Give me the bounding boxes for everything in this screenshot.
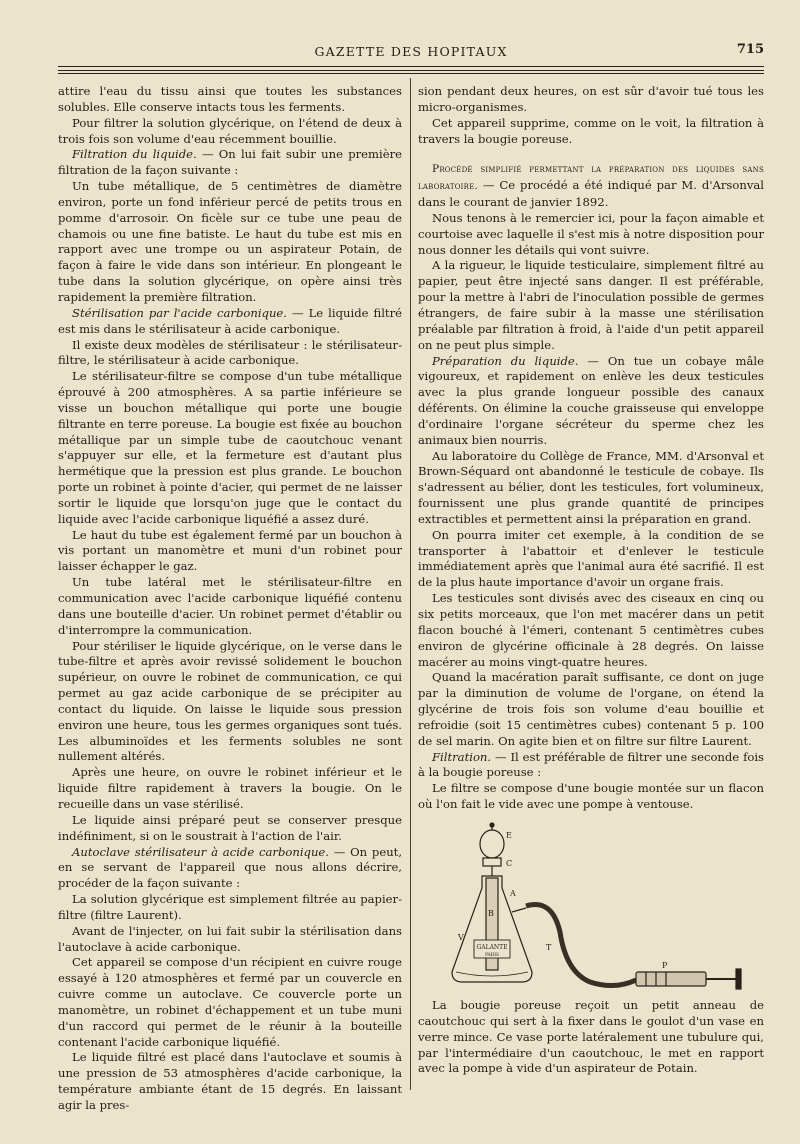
label-p: P [662,961,668,970]
right-column [418,84,764,813]
paragraph: Un tube métallique, de 5 centimètres de diamètre environ, porte un fond inférieur percé de petits trous en pomme d'arrosoir. On ficèle sur ce tube une peau de chamois ou une fine batiste. Le haut du tube est mis en rapport avec une trompe ou un aspirateur Potain, de façon à faire le vide dans son intérieur. En plongeant le tube dans la solution glycérique, on opère ainsi très rapidement la première filtration. [58,179,402,304]
maker-name: GALANTE [476,944,508,951]
paragraph-text: — On lui fait subir une première filtration de la façon suivante : [58,147,402,178]
paragraph [58,147,402,179]
paragraph: Pour stériliser le liquide glycérique, on le verse dans le tube-filtre et après avoir revissé solidement le bouchon supérieur, on ouvre le robinet de communication, ce qui permet au gaz acide carbonique de se précipiter au contact du liquide. On laisse le liquide sous pression environ une heure, tous les germes organiques sont tués. Les albuminoïdes et les ferments solubles ne sont nullement altérés. [58,638,402,764]
paragraph: Au laboratoire du Collège de France, MM. d'Arsonval et Brown-Séquard ont abandonné le testicule de cobaye. Ils s'adressent au bélier, dont les testicules, fort volumineux, fournissent une plus grande quantité de principes extractibles et permettent ainsi la préparation en grand. [418,448,764,526]
maker-city: PARIS [484,953,500,958]
paragraph: Le liquide filtré est placé dans l'autoclave et soumis à une pression de 53 atmosphères d'acide carbonique, la température ambiante étant de 15 degrés. En laissant agir la pres- [58,1050,402,1112]
paragraph: Après une heure, on ouvre le robinet inférieur et le liquide filtre rapidement à travers la bougie. On le recueille dans un vase stérilisé. [58,765,402,811]
paragraph: Le liquide ainsi préparé peut se conserver presque indéfiniment, si on le soustrait à l'action de l'air. [58,812,402,843]
paragraph: Nous tenons à le remercier ici, pour la façon aimable et courtoise avec laquelle il s'est mis à notre disposition pour nous donner les détails qui vont suivre. [418,210,764,257]
paragraph: Un tube latéral met le stérilisateur-filtre en communication avec l'acide carbonique liquéfié contenu dans une bouteille d'acier. Un robinet permet d'établir ou d'interrompre la communication. [58,575,402,637]
section-heading: Stérilisation par l'acide carbonique. [72,305,287,320]
page-number: 715 [736,42,764,57]
paragraph: Cet appareil supprime, comme on le voit, la filtration à travers la bougie poreuse. [418,115,764,146]
paragraph: Le filtre se compose d'une bougie montée sur un flacon où l'on fait le vide avec une pompe à ventouse. [418,781,764,812]
paragraph: A la rigueur, le liquide testiculaire, simplement filtré au papier, peut être injecté sans danger. Il est préférable, pour la mettre à l'abri de l'inoculation possible de germes étrangers, de faire subir à la masse une stérilisation préalable par filtration à froid, à l'aide d'un petit appareil on ne peut plus simple. [418,258,764,352]
label-t: T [546,943,552,952]
apparatus-drawing [440,822,760,994]
paragraph: Les testicules sont divisés avec des ciseaux en cinq ou six petits morceaux, que l'on met macérer dans un petit flacon bouché à l'émeri, contenant 5 centimètres cubes environ de glycérine officinale à 28 degrés. On laisse macérer au moins vingt-quatre heures. [418,591,764,669]
paragraph: La bougie poreuse reçoit un petit anneau de caoutchouc qui sert à la fixer dans le goulot d'un vase en verre mince. Ce vase porte latéralement une tubulure qui, par l'intermédiaire d'un caoutchouc, le met en rapport avec la pompe à vide d'un aspirateur de Potain. [418,998,764,1076]
rubber-hose [526,904,636,985]
paragraph [418,354,764,449]
label-e: E [506,831,512,840]
paragraph: Le stérilisateur-filtre se compose d'un tube métallique éprouvé à 200 atmosphères. A sa partie inférieure se visse un bouchon métallique qui porte une bougie filtrante en terre poreuse. La bougie est fixée au bouchon métallique par un simple tube de caoutchouc venant s'appuyer sur elle, et la fermeture est d'autant plus hermétique que la pression est plus grande. Le bouchon porte un robinet à pointe d'acier, qui permet de ne laisser sortir le liquide que lorsqu'on juge que le contact du liquide avec l'acide carbonique liquéfié a assez duré. [58,369,402,526]
header-rule [58,73,764,74]
paragraph [418,750,764,782]
label-b: B [488,909,494,918]
running-header [58,40,764,62]
side-tubulure [512,908,526,912]
paragraph: attire l'eau du tissu ainsi que toutes les substances solubles. Elle conserve intacts tous les ferments. [58,84,402,114]
paragraph-text: — Le liquide filtré est mis dans le stérilisateur à acide carbonique. [58,305,402,336]
porous-candle-bulb [480,830,504,858]
filter-apparatus-illustration [440,822,760,994]
paragraph: sion pendant deux heures, on est sûr d'avoir tué tous les micro-organismes. [418,84,764,114]
paragraph [58,306,402,338]
section-heading: Préparation du liquide. [432,353,579,368]
section-heading: Filtration du liquide. [72,147,197,162]
left-column [58,84,402,1114]
rubber-ring [483,858,501,866]
paragraph: On pourra imiter cet exemple, à la condition de se transporter à l'abattoir et d'enlever le testicule immédiatement après que l'animal aura été sacrifié. Il est de la plus haute importance d'avoir un organe frais. [418,527,764,590]
header-rule [58,70,764,71]
paragraph: Quand la macération paraît suffisante, ce dont on juge par la diminution de volume de l'organe, on étend la glycérine de trois fois son volume d'eau bouillie et refroidie (soit 15 centimètres cubes) contenant 5 p. 100 de sel marin. On agite bien et on filtre sur filtre Laurent. [418,670,764,748]
paragraph: Le haut du tube est également fermé par un bouchon à vis portant un manomètre et muni d'un robinet pour laisser échapper le gaz. [58,527,402,574]
paragraph: Avant de l'injecter, on lui fait subir la stérilisation dans l'autoclave à acide carbonique. [58,923,402,954]
section-heading: Autoclave stérilisateur à acide carbonique. [72,844,329,859]
label-c: C [506,859,513,868]
label-v: V [458,933,464,942]
paragraph: La solution glycérique est simplement filtrée au papier-filtre (filtre Laurent). [58,892,402,922]
paragraph: Il existe deux modèles de stérilisateur : le stérilisateur-filtre, le stérilisateur à acide carbonique. [58,337,402,368]
section-heading: Procédé simplifié permettant la préparation des liquides sans laboratoire. [418,163,764,193]
paragraph [418,161,764,211]
paragraph: Cet appareil se compose d'un récipient en cuivre rouge essayé à 120 atmosphères et fermé par un couvercle en cuivre comme un autoclave. Ce couvercle porte un manomètre, un robinet d'échappement et un tube muni d'un raccord qui permet de le réunir à la bouteille contenant l'acide carbonique liquéfié. [58,955,402,1049]
paragraph-text: — Ce procédé a été indiqué par M. d'Arsonval dans le courant de janvier 1892. [418,178,764,210]
paragraph: Pour filtrer la solution glycérique, on l'étend de deux à trois fois son volume d'eau récemment bouillie. [58,115,402,146]
journal-title: GAZETTE DES HOPITAUX [314,44,508,59]
paragraph-text: — Il est préférable de filtrer une seconde fois à la bougie poreuse : [418,749,764,780]
label-a: A [510,889,516,898]
paragraph-text: — On tue un cobaye mâle vigoureux, et rapidement on enlève les deux testicules avec la plus grande longueur possible des canaux déférents. On élimine la couche graisseuse qui enveloppe d'ordinaire l'organe sécréteur du sperme chez les animaux bien nourris. [418,353,765,447]
paragraph [58,845,402,893]
paragraph-text: — On peut, en se servant de l'appareil que nous allons décrire, procéder de la façon suivante : [58,844,402,891]
right-column-bottom [418,998,764,1077]
column-divider [410,78,411,1090]
header-rule [58,66,764,67]
section-heading: Filtration. [432,749,492,764]
